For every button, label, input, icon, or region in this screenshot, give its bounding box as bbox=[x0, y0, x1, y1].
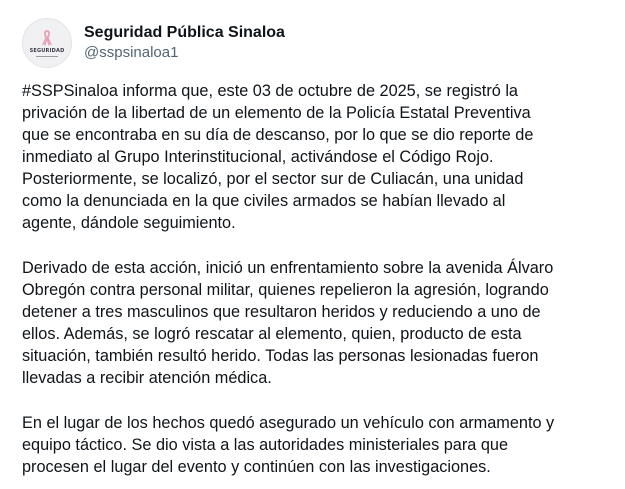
text-line: llevadas a recibir atención médica. bbox=[22, 369, 272, 387]
avatar[interactable] bbox=[22, 18, 72, 68]
text-line: Derivado de esta acción, inició un enfrentamiento sobre la avenida Álvaro bbox=[22, 259, 554, 277]
text-line: detener a tres masculinos que resultaron heridos y reduciendo a uno de bbox=[22, 303, 541, 321]
avatar-divider bbox=[36, 56, 58, 57]
text-line: ellos. Además, se logró rescatar al elemento, quien, producto de esta bbox=[22, 325, 522, 343]
post-paragraph bbox=[22, 257, 612, 389]
text-line: En el lugar de los hechos quedó asegurado un vehículo con armamento y bbox=[22, 414, 555, 432]
display-name[interactable]: Seguridad Pública Sinaloa bbox=[84, 24, 285, 41]
pink-ribbon-icon bbox=[40, 29, 54, 47]
post-body bbox=[22, 80, 612, 489]
text-line: situación, también resultó herido. Todas las personas lesionadas fueron bbox=[22, 347, 539, 365]
text-line: como la denunciada en la que civiles armados se habían llevado al bbox=[22, 192, 506, 210]
text-line: inmediato al Grupo Interinstitucional, activándose el Código Rojo. bbox=[22, 148, 494, 166]
text-line: Posteriormente, se localizó, por el sector sur de Culiacán, una unidad bbox=[22, 170, 524, 188]
text-line: agente, dándole seguimiento. bbox=[22, 214, 236, 232]
text-line: privación de la libertad de un elemento de la Policía Estatal Preventiva bbox=[22, 104, 531, 122]
post-header bbox=[22, 18, 285, 68]
text-line: equipo táctico. Se dio vista a las autoridades ministeriales para que bbox=[22, 436, 509, 454]
avatar-label: SEGURIDAD bbox=[29, 48, 65, 54]
post-paragraph bbox=[22, 80, 612, 234]
text-line: #SSPSinaloa informa que, este 03 de octubre de 2025, se registró la bbox=[22, 82, 518, 100]
account-handle[interactable]: @sspsinaloa1 bbox=[84, 44, 179, 61]
account-names bbox=[84, 23, 285, 63]
text-line: que se encontraba en su día de descanso, por lo que se dio reporte de bbox=[22, 126, 534, 144]
text-line: Obregón contra personal militar, quienes repelieron la agresión, logrando bbox=[22, 281, 549, 299]
text-line: procesen el lugar del evento y continúen con las investigaciones. bbox=[22, 458, 491, 476]
post-paragraph bbox=[22, 412, 612, 478]
